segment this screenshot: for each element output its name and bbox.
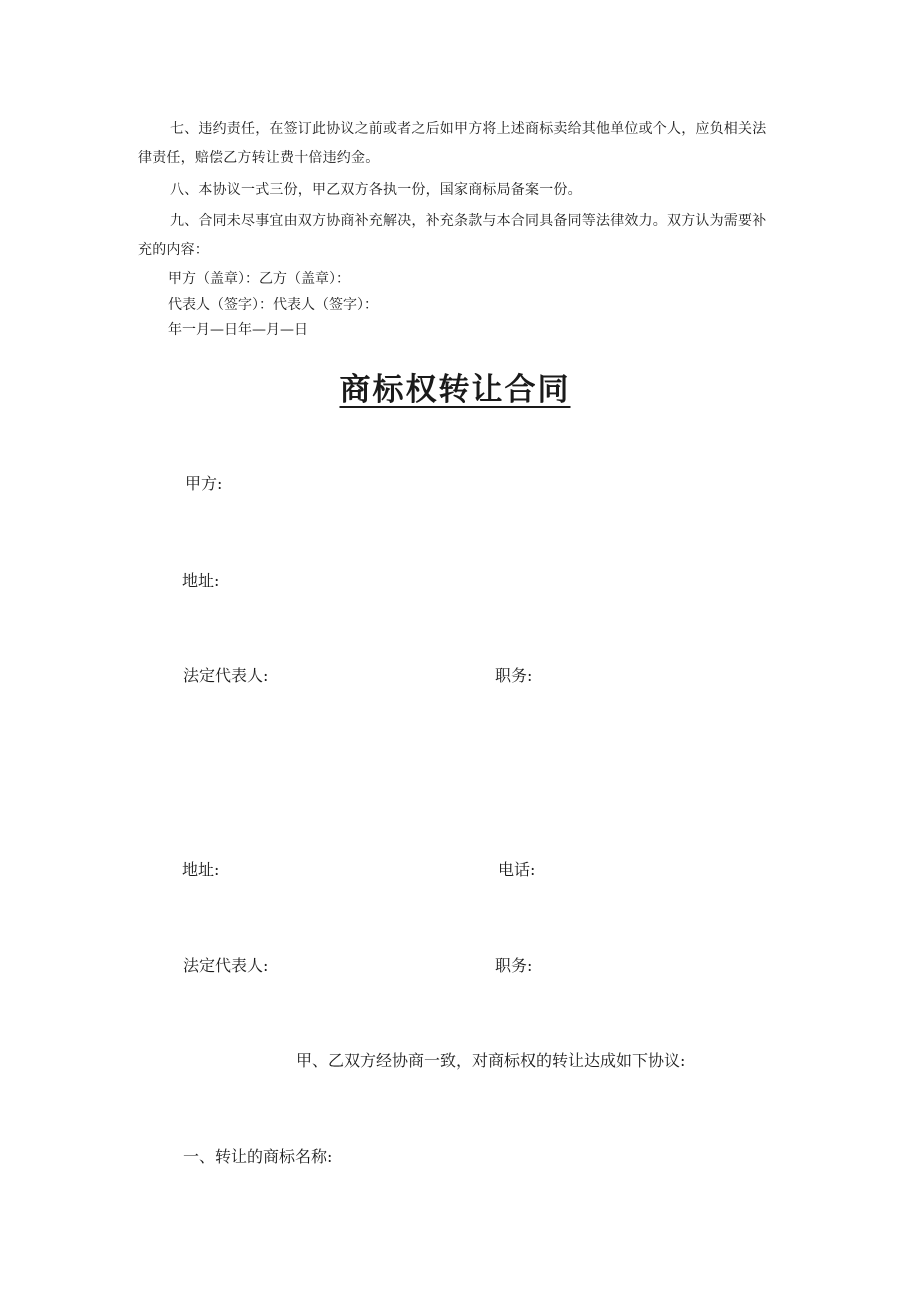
phone-label: 电话: [498,860,536,879]
position-label-2: 职务: [495,956,533,975]
agreement-intro: 甲、乙双方经协商一致，对商标权的转让达成如下协议: [296,1051,686,1070]
representative-signature-line: 代表人（签字）：代表人（签字）： [168,297,378,313]
legal-representative-label-2: 法定代表人: [183,956,269,975]
position-label-1: 职务: [495,666,533,685]
contract-title-text: 商标权转让合同 [339,372,571,408]
date-line: 年一月—日年—月—日 [168,322,308,338]
clause-7: 七、违约责任，在签订此协议之前或者之后如甲方将上述商标卖给其他单位或个人，应负相关法律责任，赔偿乙方转让费十倍违约金。 [138,121,767,166]
party-a-label: 甲方: [185,474,223,493]
item-1-trademark-name-label: 一、转让的商标名称: [183,1147,333,1166]
clause-8: 八、本协议一式三份，甲乙双方各执一份，国家商标局备案一份。 [170,182,582,198]
legal-representative-label-1: 法定代表人: [183,666,269,685]
address-label-1: 地址: [182,571,220,590]
contract-title [0,365,910,415]
clause-9: 九、合同未尽事宜由双方协商补充解决，补充条款与本合同具备同等法律效力。双方认为需要补充的内容： [138,213,767,258]
address-label-2: 地址: [182,860,220,879]
seal-line: 甲方（盖章）：乙方（盖章）： [168,271,350,287]
